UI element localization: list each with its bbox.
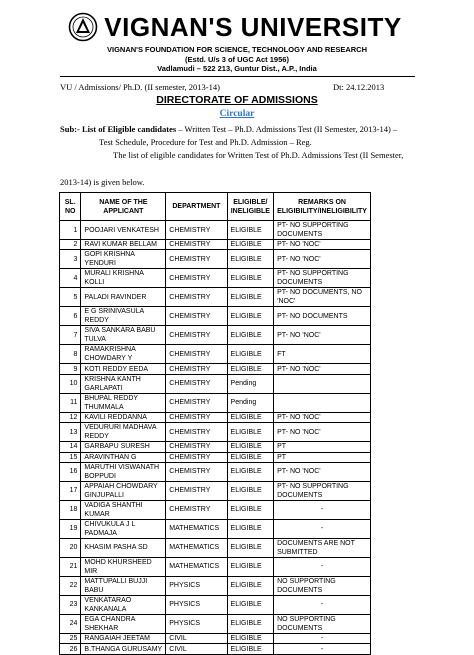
- row-eligible: ELIGIBLE: [227, 250, 274, 269]
- row-sl: 17: [60, 481, 81, 500]
- table-row: [60, 393, 371, 412]
- row-remarks: NO SUPPORTING DOCUMENTS: [274, 614, 371, 633]
- row-sl: 6: [60, 307, 81, 326]
- row-name: CHIVUKULA J L PADMAJA: [81, 519, 166, 538]
- row-sl: 21: [60, 557, 81, 576]
- row-remarks: PT- NO 'NOC': [274, 364, 371, 374]
- row-remarks: PT- NO 'NOC': [274, 412, 371, 422]
- row-department: CHEMISTRY: [166, 269, 227, 288]
- row-department: CHEMISTRY: [166, 250, 227, 269]
- document-date: Dt: 24.12.2013: [333, 82, 385, 92]
- header-divider: [60, 76, 415, 77]
- subject-label: Sub:-: [60, 124, 80, 134]
- row-remarks: PT- NO DOCUMENTS, NO 'NOC': [274, 288, 371, 307]
- row-department: CHEMISTRY: [166, 288, 227, 307]
- table-row: [60, 442, 371, 452]
- row-eligible: ELIGIBLE: [227, 576, 274, 595]
- establishment-note: (Estd. U/s 3 of UGC Act 1956): [185, 55, 289, 64]
- row-name: E G SRINIVASULA REDDY: [81, 307, 166, 326]
- row-department: CHEMISTRY: [166, 364, 227, 374]
- header-name: NAME OF THE APPLICANT: [81, 193, 166, 221]
- table-row: [60, 423, 371, 442]
- subject-line-2: Test Schedule, Procedure for Test and Ph.D. Admission – Reg.: [99, 137, 312, 147]
- row-name: POOJARI VENKATESH: [81, 221, 166, 240]
- row-department: CHEMISTRY: [166, 221, 227, 240]
- row-name: EGA CHANDRA SHEKHAR: [81, 614, 166, 633]
- row-sl: 16: [60, 462, 81, 481]
- row-sl: 19: [60, 519, 81, 538]
- table-row: [60, 462, 371, 481]
- row-remarks: -: [274, 595, 371, 614]
- row-sl: 11: [60, 393, 81, 412]
- table-row: [60, 644, 371, 654]
- table-row: [60, 633, 371, 643]
- university-logo-icon: [68, 12, 98, 42]
- row-name: MARUTHI VISWANATH BOPPUDI: [81, 462, 166, 481]
- row-name: GARBAPU SURESH: [81, 442, 166, 452]
- table-row: [60, 538, 371, 557]
- row-department: CHEMISTRY: [166, 240, 227, 250]
- table-row: [60, 269, 371, 288]
- row-remarks: [274, 374, 371, 393]
- row-eligible: ELIGIBLE: [227, 269, 274, 288]
- row-department: CHEMISTRY: [166, 307, 227, 326]
- row-eligible: ELIGIBLE: [227, 595, 274, 614]
- row-name: KOTI REDDY EEDA: [81, 364, 166, 374]
- row-remarks: PT- NO 'NOC': [274, 240, 371, 250]
- row-name: SIVA SANKARA BABU TULVA: [81, 326, 166, 345]
- row-department: CHEMISTRY: [166, 374, 227, 393]
- row-sl: 9: [60, 364, 81, 374]
- row-name: KHASIM PASHA SD: [81, 538, 166, 557]
- row-department: PHYSICS: [166, 614, 227, 633]
- row-sl: 4: [60, 269, 81, 288]
- row-sl: 10: [60, 374, 81, 393]
- row-department: CIVIL: [166, 644, 227, 654]
- row-eligible: ELIGIBLE: [227, 288, 274, 307]
- row-remarks: [274, 393, 371, 412]
- header-sl: SL. NO: [60, 193, 81, 221]
- row-name: VADIGA SHANTHI KUMAR: [81, 500, 166, 519]
- row-remarks: -: [274, 644, 371, 654]
- address: Vadlamudi – 522 213, Guntur Dist., A.P., India: [157, 64, 317, 73]
- row-sl: 20: [60, 538, 81, 557]
- row-department: CHEMISTRY: [166, 423, 227, 442]
- row-remarks: -: [274, 519, 371, 538]
- row-eligible: ELIGIBLE: [227, 326, 274, 345]
- row-sl: 3: [60, 250, 81, 269]
- row-sl: 7: [60, 326, 81, 345]
- row-name: B.THANGA GURUSAMY: [81, 644, 166, 654]
- subject-bold: List of Eligible candidates: [81, 124, 177, 134]
- row-eligible: ELIGIBLE: [227, 481, 274, 500]
- row-remarks: FT: [274, 345, 371, 364]
- row-sl: 26: [60, 644, 81, 654]
- row-department: CHEMISTRY: [166, 345, 227, 364]
- table-row: [60, 221, 371, 240]
- row-name: KAVILI REDDANNA: [81, 412, 166, 422]
- row-name: VEDURURI MADHAVA REDDY: [81, 423, 166, 442]
- row-sl: 23: [60, 595, 81, 614]
- circular-title: Circular: [219, 109, 255, 119]
- row-name: ARAVINTHAN G: [81, 452, 166, 462]
- row-eligible: ELIGIBLE: [227, 221, 274, 240]
- row-department: CIVIL: [166, 633, 227, 643]
- row-eligible: ELIGIBLE: [227, 307, 274, 326]
- row-eligible: ELIGIBLE: [227, 462, 274, 481]
- table-row: [60, 307, 371, 326]
- row-remarks: DOCUMENTS ARE NOT SUBMITTED: [274, 538, 371, 557]
- row-remarks: PT: [274, 442, 371, 452]
- header-department: DEPARTMENT: [166, 193, 227, 221]
- row-sl: 24: [60, 614, 81, 633]
- row-department: CHEMISTRY: [166, 500, 227, 519]
- row-department: PHYSICS: [166, 576, 227, 595]
- university-name: VIGNAN'S UNIVERSITY: [104, 12, 402, 42]
- row-remarks: -: [274, 500, 371, 519]
- row-name: RAMAKRISHNA CHOWDARY Y: [81, 345, 166, 364]
- reference-number: VU / Admissions/ Ph.D. (II semester, 2013-14): [60, 82, 220, 92]
- row-eligible: ELIGIBLE: [227, 442, 274, 452]
- row-department: MATHEMATICS: [166, 538, 227, 557]
- row-remarks: PT- NO SUPPORTING DOCUMENTS: [274, 481, 371, 500]
- row-remarks: PT- NO SUPPORTING DOCUMENTS: [274, 269, 371, 288]
- row-name: PALADI RAVINDER: [81, 288, 166, 307]
- header-remarks: REMARKS ON ELIGIBILITY/INELIGIBILITY: [274, 193, 371, 221]
- table-row: [60, 288, 371, 307]
- table-row: [60, 326, 371, 345]
- table-row: [60, 614, 371, 633]
- row-name: MOHD KHURSHEED MIR: [81, 557, 166, 576]
- row-sl: 1: [60, 221, 81, 240]
- row-sl: 22: [60, 576, 81, 595]
- row-eligible: ELIGIBLE: [227, 364, 274, 374]
- table-row: [60, 412, 371, 422]
- row-name: BHUPAL REDDY THUMMALA: [81, 393, 166, 412]
- row-eligible: ELIGIBLE: [227, 412, 274, 422]
- row-sl: 13: [60, 423, 81, 442]
- row-name: RANGAIAH JEETAM: [81, 633, 166, 643]
- table-header-row: [60, 193, 371, 221]
- row-eligible: ELIGIBLE: [227, 644, 274, 654]
- row-department: PHYSICS: [166, 595, 227, 614]
- row-sl: 12: [60, 412, 81, 422]
- table-row: [60, 364, 371, 374]
- row-department: CHEMISTRY: [166, 393, 227, 412]
- eligible-candidates-table: [59, 192, 371, 655]
- row-remarks: PT: [274, 452, 371, 462]
- row-department: CHEMISTRY: [166, 481, 227, 500]
- header-eligible: ELIGIBLE/ INELIGIBLE: [227, 193, 274, 221]
- subject-line-1: [60, 124, 397, 134]
- row-department: MATHEMATICS: [166, 519, 227, 538]
- row-name: KRISHNA KANTH GARLAPATI: [81, 374, 166, 393]
- row-sl: 25: [60, 633, 81, 643]
- row-remarks: PT- NO 'NOC': [274, 326, 371, 345]
- table-row: [60, 240, 371, 250]
- row-name: APPAIAH CHOWDARY GINJUPALLI: [81, 481, 166, 500]
- row-department: CHEMISTRY: [166, 452, 227, 462]
- row-eligible: ELIGIBLE: [227, 519, 274, 538]
- row-name: GOPI KRISHNA YENDURI: [81, 250, 166, 269]
- table-row: [60, 595, 371, 614]
- row-eligible: ELIGIBLE: [227, 500, 274, 519]
- row-eligible: ELIGIBLE: [227, 557, 274, 576]
- table-row: [60, 374, 371, 393]
- row-remarks: PT- NO 'NOC': [274, 423, 371, 442]
- row-eligible: ELIGIBLE: [227, 240, 274, 250]
- directorate-title: DIRECTORATE OF ADMISSIONS: [156, 94, 318, 106]
- row-sl: 2: [60, 240, 81, 250]
- body-line-2: 2013-14) is given below.: [60, 177, 145, 187]
- table-row: [60, 557, 371, 576]
- body-line-1: The list of eligible candidates for Written Test of Ph.D. Admissions Test (II Semester,: [113, 150, 404, 160]
- row-department: CHEMISTRY: [166, 442, 227, 452]
- table-row: [60, 345, 371, 364]
- table-row: [60, 481, 371, 500]
- row-sl: 18: [60, 500, 81, 519]
- row-department: CHEMISTRY: [166, 462, 227, 481]
- row-department: MATHEMATICS: [166, 557, 227, 576]
- row-eligible: ELIGIBLE: [227, 345, 274, 364]
- table-row: [60, 576, 371, 595]
- row-remarks: PT- NO 'NOC': [274, 462, 371, 481]
- row-eligible: ELIGIBLE: [227, 452, 274, 462]
- row-remarks: PT- NO 'NOC': [274, 250, 371, 269]
- table-row: [60, 250, 371, 269]
- row-remarks: -: [274, 557, 371, 576]
- row-eligible: Pending: [227, 374, 274, 393]
- row-remarks: PT- NO DOCUMENTS: [274, 307, 371, 326]
- row-eligible: Pending: [227, 393, 274, 412]
- table-row: [60, 452, 371, 462]
- row-sl: 15: [60, 452, 81, 462]
- row-name: MURALI KRISHNA KOLLI: [81, 269, 166, 288]
- subject-text: – Written Test – Ph.D. Admissions Test (II Semester, 2013-14) –: [176, 124, 398, 134]
- row-eligible: ELIGIBLE: [227, 614, 274, 633]
- row-department: CHEMISTRY: [166, 326, 227, 345]
- row-name: VENKATARAO KANKANALA: [81, 595, 166, 614]
- row-department: CHEMISTRY: [166, 412, 227, 422]
- table-row: [60, 500, 371, 519]
- row-remarks: PT- NO SUPPORTING DOCUMENTS: [274, 221, 371, 240]
- row-name: MATTUPALLI BUJJI BABU: [81, 576, 166, 595]
- row-sl: 5: [60, 288, 81, 307]
- row-remarks: -: [274, 633, 371, 643]
- row-remarks: NO SUPPORTING DOCUMENTS: [274, 576, 371, 595]
- row-eligible: ELIGIBLE: [227, 538, 274, 557]
- row-eligible: ELIGIBLE: [227, 423, 274, 442]
- row-eligible: ELIGIBLE: [227, 633, 274, 643]
- row-name: RAVI KUMAR BELLAM: [81, 240, 166, 250]
- foundation-name: VIGNAN'S FOUNDATION FOR SCIENCE, TECHNOLOGY AND RESEARCH: [107, 45, 367, 54]
- table-body: [60, 221, 371, 655]
- row-sl: 8: [60, 345, 81, 364]
- row-sl: 14: [60, 442, 81, 452]
- table-row: [60, 519, 371, 538]
